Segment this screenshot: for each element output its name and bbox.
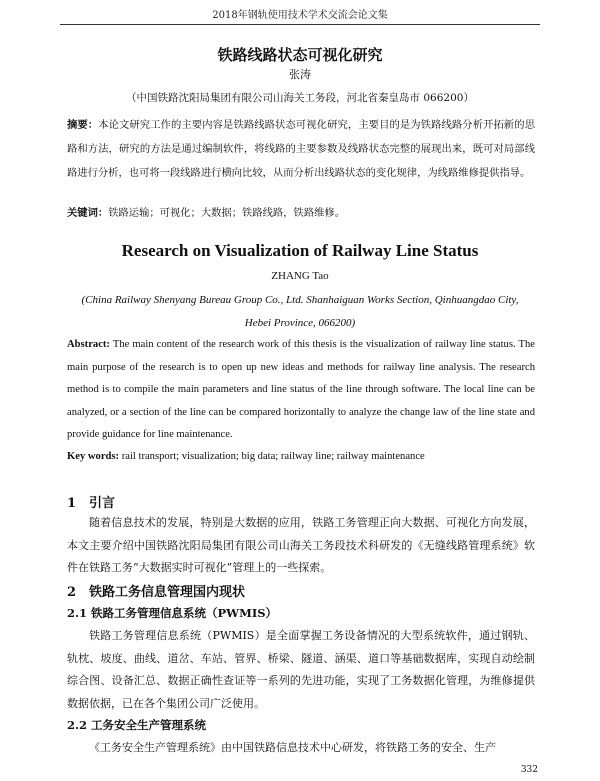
english-author: ZHANG Tao (271, 270, 329, 282)
english-affiliation: (China Railway Shenyang Bureau Group Co., Ltd. Shanhaiguan Works Section, Qinhuangdao City, Hebei Province, 066200) (81, 294, 519, 329)
section-2-2-heading (67, 717, 206, 733)
page-number: 332 (520, 765, 538, 775)
chinese-keywords-text: 铁路运输；可视化；大数据；铁路线路，铁路维修。 (108, 207, 346, 219)
english-abstract-text: The main content of the research work of this thesis is the visualization of railway line status. The main purpose of the research is to open up new ideas and methods for railway line analysis. The research method is to compile the main parameters and line status of the line through software. The local line can be analyzed, or a section of the line can be compared horizontally to analyze the change law of the line state and provide guidance for line maintenance. (67, 339, 535, 440)
chinese-author: 张涛 (289, 68, 311, 81)
chinese-abstract-text: 本论文研究工作的主要内容是铁路线路状态可视化研究，主要目的是为铁路线路分析开拓新的思路和方法，研究的方法是通过编制软件，将线路的主要参数及线路状态完整的展现出来，既可对局部线路进行分析，也可将一段线路进行横向比较，从而分析出线路状态的变化规律，为线路维修提供指导。 (67, 119, 536, 179)
section-2-2-paragraph: 《工务安全生产管理系统》由中国铁路信息技术中心研发，将铁路工务的安全、生产 (89, 741, 496, 754)
running-header: 2018年钢轨使用技术学术交流会论文集 (60, 6, 540, 25)
english-keywords (67, 451, 535, 462)
english-keywords-text: rail transport; visualization; big data; railway line; railway maintenance (119, 451, 425, 462)
section-2-2-number: 2.2 (67, 718, 88, 732)
section-2-number: 2 (67, 585, 77, 600)
chinese-keywords (67, 204, 535, 219)
section-2-heading (67, 581, 245, 600)
section-2-1-number: 2.1 (67, 606, 88, 620)
section-2-1-heading (67, 605, 277, 621)
section-2-1-title: 铁路工务管理信息系统（PWMIS） (91, 606, 278, 620)
english-title: Research on Visualization of Railway Line Status (121, 241, 479, 260)
english-abstract-label: Abstract: (67, 339, 110, 350)
section-2-title: 铁路工务信息管理国内现状 (89, 585, 246, 600)
section-1-title: 引言 (89, 496, 116, 511)
chinese-affiliation: （中国铁路沈阳局集团有限公司山海关工务段，河北省秦皇岛市 066200） (126, 92, 474, 104)
section-2-1-paragraph: 铁路工务管理信息系统（PWMIS）是全面掌握工务设备情况的大型系统软件，通过钢轨、轨枕、坡度、曲线、道岔、车站、管界、桥梁、隧道、涵渠、道口等基础数据库，实现自动绘制综合图、设备汇总、数据正确性查证等一系列的先进功能，实现了工务数据化管理，为维修提供数据依据，已在各个集团公司广泛使用。 (67, 629, 535, 710)
english-abstract (67, 334, 535, 447)
english-keywords-label: Key words: (67, 451, 120, 462)
section-2-2-title: 工务安全生产管理系统 (91, 718, 207, 732)
section-1-number: 1 (67, 496, 77, 511)
chinese-abstract (67, 113, 535, 185)
chinese-abstract-label: 摘要： (67, 119, 99, 131)
section-1-paragraph: 随着信息技术的发展，特别是大数据的应用，铁路工务管理正向大数据、可视化方向发展，本文主要介绍中国铁路沈阳局集团有限公司山海关工务段技术科研发的《无缝线路管理系统》软件在铁路工务“大数据实时可视化”管理上的一些探索。 (67, 516, 535, 574)
section-1-heading (67, 492, 115, 511)
chinese-keywords-label: 关键词： (67, 207, 109, 219)
chinese-title: 铁路线路状态可视化研究 (217, 46, 383, 64)
